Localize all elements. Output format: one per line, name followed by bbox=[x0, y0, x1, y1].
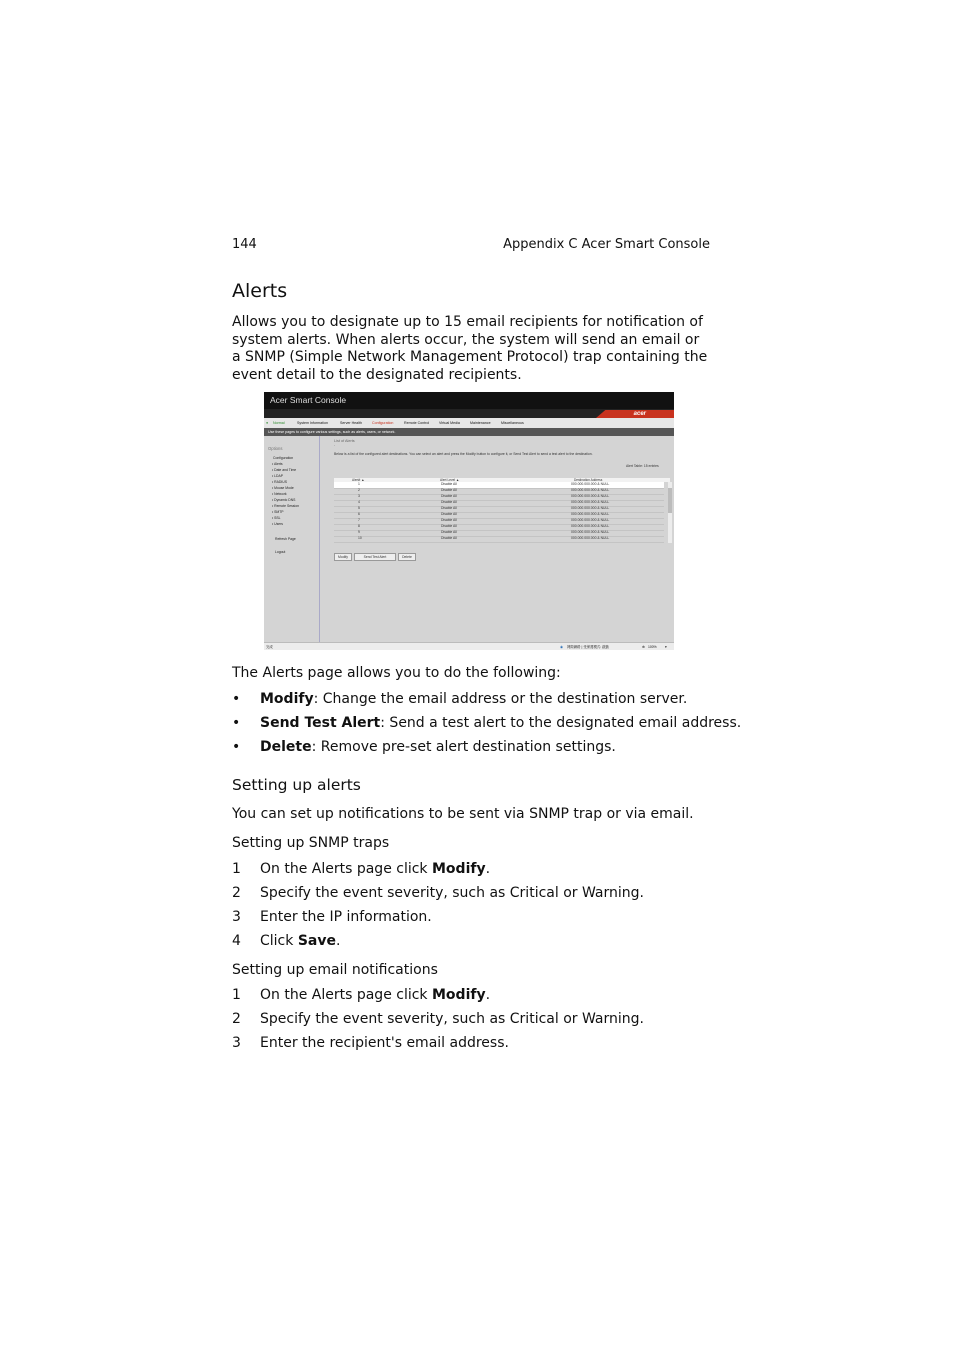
table-row[interactable]: 5 Disable All 000.000.000.000 & NULL bbox=[334, 506, 664, 513]
table-row[interactable]: 3 Disable All 000.000.000.000 & NULL bbox=[334, 494, 664, 501]
send-test-alert-button[interactable]: Send Test Alert bbox=[354, 553, 396, 561]
status-ok-icon: ● bbox=[266, 421, 269, 425]
nav-virtual-media[interactable]: Virtual Media bbox=[439, 421, 460, 425]
sidebar-item-alerts[interactable]: • Alerts bbox=[272, 462, 283, 466]
nav-normal[interactable]: Normal bbox=[273, 421, 285, 425]
zoom-level[interactable]: 100% bbox=[648, 645, 657, 649]
table-row[interactable]: 4 Disable All 000.000.000.000 & NULL bbox=[334, 500, 664, 507]
delete-button[interactable]: Delete bbox=[398, 553, 416, 561]
page-number: 144 bbox=[232, 237, 257, 252]
sidebar-item-mouse-mode[interactable]: • Mouse Mode bbox=[272, 486, 294, 490]
sidebar-group: Configuration bbox=[273, 456, 294, 460]
info-bar: Use these pages to configure various settings, such as alerts, users, or network. bbox=[264, 428, 674, 436]
setup-title: Setting up alerts bbox=[232, 776, 361, 794]
email-title: Setting up email notifications bbox=[232, 962, 438, 978]
sidebar-item-ssl[interactable]: • SSL bbox=[272, 516, 281, 520]
table-row[interactable]: 1 Disable All 000.000.000.000 & NULL bbox=[334, 482, 664, 489]
modify-button[interactable]: Modify bbox=[334, 553, 352, 561]
sidebar-item-date-time[interactable]: • Date and Time bbox=[272, 468, 297, 472]
globe-icon: ◉ bbox=[560, 645, 563, 649]
col-alert-number[interactable]: Alert# ▲ bbox=[352, 478, 365, 482]
main-description: Below is a list of the configured alert destinations. You can select an alert and press the Modify button to configure it, or Send Test Alert to send a test alert to the destination. bbox=[334, 452, 593, 456]
sidebar-item-dynamic-dns[interactable]: • Dynamic DNS bbox=[272, 498, 296, 502]
sidebar-item-smtp[interactable]: • SMTP bbox=[272, 510, 284, 514]
intro-paragraph: Allows you to designate up to 15 email recipients for notification of system alerts. When alerts occur, the system will send an email or a SNMP (Simple Network Management Protocol) trap containing the event detail to the designated recipients. bbox=[232, 314, 708, 384]
setup-intro: You can set up notifications to be sent via SNMP trap or via email. bbox=[232, 806, 694, 822]
table-row[interactable]: 9 Disable All 000.000.000.000 & NULL bbox=[334, 530, 664, 537]
sidebar-item-radius[interactable]: • RADIUS bbox=[272, 480, 287, 484]
table-row[interactable]: 2 Disable All 000.000.000.000 & NULL bbox=[334, 488, 664, 495]
sidebar-item-ldap[interactable]: • LDAP bbox=[272, 474, 283, 478]
zoom-icon: ⊕ bbox=[642, 645, 645, 649]
nav-bar bbox=[264, 418, 674, 428]
snmp-title: Setting up SNMP traps bbox=[232, 835, 390, 851]
sidebar-item-remote-session[interactable]: • Remote Session bbox=[272, 504, 300, 508]
sidebar-item-network[interactable]: • Network bbox=[272, 492, 287, 496]
lead-in: The Alerts page allows you to do the following: bbox=[232, 665, 561, 681]
chevron-down-icon[interactable]: ▾ bbox=[665, 645, 667, 649]
status-text: 完成 bbox=[266, 645, 273, 649]
bullet-icon: • bbox=[232, 715, 241, 731]
acer-logo: acer bbox=[633, 411, 646, 417]
logout-link[interactable]: Logout bbox=[275, 550, 286, 554]
table-row[interactable]: 8 Disable All 000.000.000.000 & NULL bbox=[334, 524, 664, 531]
nav-server-health[interactable]: Server Health bbox=[340, 421, 362, 425]
sidebar bbox=[264, 436, 320, 642]
alerts-screenshot bbox=[264, 392, 674, 650]
col-alert-level[interactable]: Alert Level ▲ bbox=[440, 478, 460, 482]
nav-configuration[interactable]: Configuration bbox=[372, 421, 394, 425]
status-bar bbox=[264, 642, 674, 650]
bullet-icon: • bbox=[232, 691, 241, 707]
table-row[interactable]: 10 Disable All 000.000.000.000 & NULL bbox=[334, 536, 664, 543]
sidebar-item-users[interactable]: • Users bbox=[272, 522, 283, 526]
nav-remote-control[interactable]: Remote Control bbox=[404, 421, 430, 425]
window-title: Acer Smart Console bbox=[264, 392, 674, 409]
refresh-page-link[interactable]: Refresh Page bbox=[275, 537, 296, 541]
table-row[interactable]: 6 Disable All 000.000.000.000 & NULL bbox=[334, 512, 664, 519]
zone-text: 网際網路 | 受保護模式: 啟動 bbox=[567, 645, 609, 649]
col-destination[interactable]: Destination Address bbox=[574, 478, 603, 482]
table-row[interactable]: 7 Disable All 000.000.000.000 & NULL bbox=[334, 518, 664, 525]
main-title: List of Alerts bbox=[334, 439, 355, 443]
table-scrollbar-thumb[interactable] bbox=[668, 488, 672, 513]
bullet-icon: • bbox=[232, 739, 241, 755]
nav-system-information[interactable]: System Information bbox=[297, 421, 328, 425]
nav-miscellaneous[interactable]: Miscellaneous bbox=[501, 421, 524, 425]
nav-maintenance[interactable]: Maintenance bbox=[470, 421, 491, 425]
section-title: Alerts bbox=[232, 280, 288, 302]
running-title: Appendix C Acer Smart Console bbox=[503, 237, 710, 252]
alerts-table bbox=[334, 478, 670, 541]
sidebar-heading: Options bbox=[268, 446, 283, 451]
main-panel bbox=[320, 436, 674, 642]
table-count: Alert Table: 15 entries bbox=[626, 464, 659, 468]
